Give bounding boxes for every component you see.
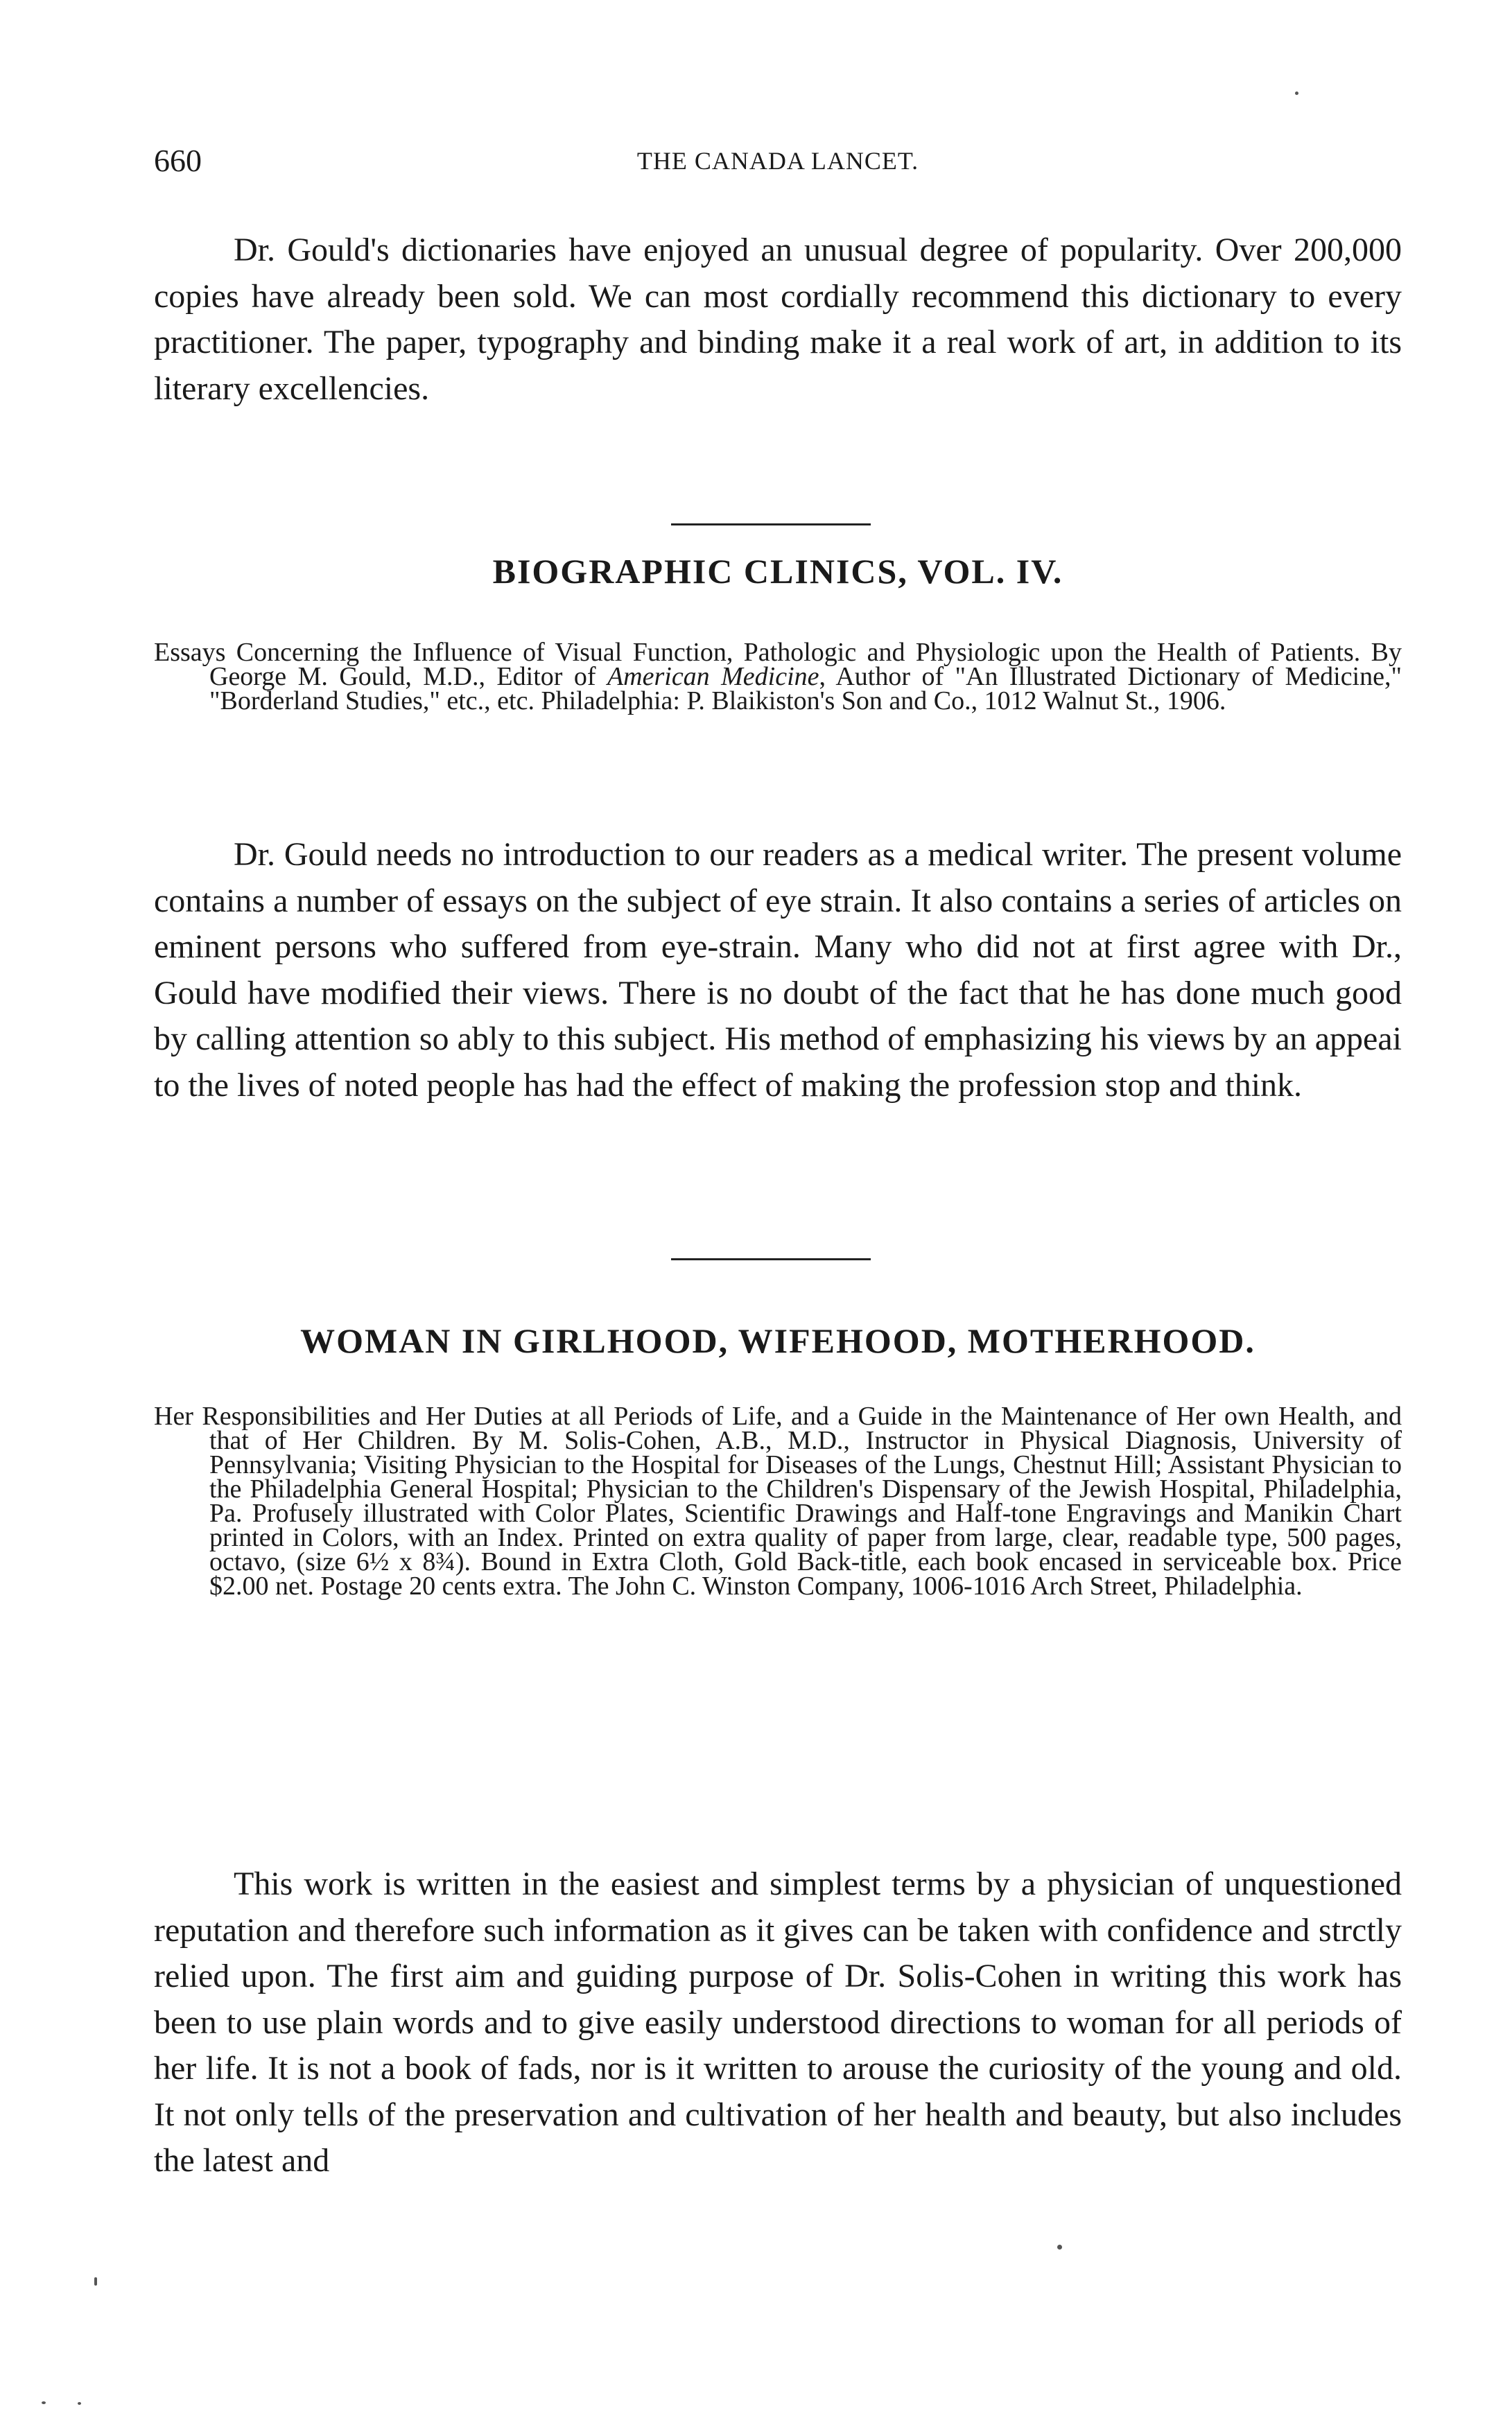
review-paragraph-biographic-clinics: Dr. Gould needs no introduction to our readers as a medical writer. The present volume contains a number of essays on the subject of eye strain. It also contains a series of articles on eminent persons who suffered from eye-strain. Many who did not at first agree with Dr., Gould have modified their views. There is no doubt of the fact that he has done much good by calling attention so ably to this subject. His method of emphasizing his views by an appeai to the lives of noted people has had the effect of making the profession stop and think. (154, 836, 1402, 1104)
citation-biographic-clinics (154, 638, 1402, 715)
page-number: 660 (154, 143, 202, 178)
page-header (154, 142, 1402, 184)
running-head: THE CANADA LANCET. (636, 147, 919, 175)
citation-journal-title: American Medicine (607, 662, 819, 691)
section-divider-2 (671, 1258, 871, 1260)
section-title-woman-in-girlhood: WOMAN IN GIRLHOOD, WIFEHOOD, MOTHERHOOD. (300, 1321, 1255, 1360)
section-divider-1 (671, 523, 871, 525)
citation-woman-in-girlhood: Her Responsibilities and Her Duties at all Periods of Life, and a Guide in the Maintenance of Her own Health, and that of Her Children. By M. Solis-Cohen, A.B., M.D., Instructor in Physical Diagnosis, University of Pennsylvania; Visiting Physician to the Hospital for Diseases of the Lungs, Chestnut Hill; Assistant Physician to the Philadelphia General Hospital; Physician to the Children's Dispensary of the Jewish Hospital, Philadelphia, Pa. Profusely illustrated with Color Plates, Scientific Drawings and Half-tone Engravings and Manikin Chart printed in Colors, with an Index. Printed on extra quality of paper from large, clear, readable type, 500 pages, octavo, (size 6½ x 8¾). Bound in Extra Cloth, Gold Back-title, each book encased in serviceable box. Price $2.00 net. Postage 20 cents extra. The John C. Winston Company, 1006-1016 Arch Street, Philadelphia. (154, 1402, 1402, 1601)
section-title-biographic-clinics: BIOGRAPHIC CLINICS, VOL. IV. (492, 552, 1063, 591)
citation-lead: Essays Concerning the Influence of Visual Function, Pathologic and Physiologic upon the Health of Patients. By George M. Gould, M.D., Editor of (154, 638, 1402, 691)
citation-tail: , Author of "An Illustrated Dictionary of Medicine," "Borderland Studies," etc., etc. Philadelphia: P. Blaikiston's Son and Co., 1012 Walnut St., 1906. (209, 662, 1402, 715)
opening-paragraph: Dr. Gould's dictionaries have enjoyed an unusual degree of popularity. Over 200,000 copies have already been sold. We can most cordially recommend this dictionary to every practitioner. The paper, typography and binding make it a real work of art, in addition to its literary excellencies. (154, 232, 1402, 407)
review-paragraph-woman-in-girlhood: This work is written in the easiest and simplest terms by a physician of unquestioned reputation and therefore such information as it gives can be taken with confidence and strctly relied upon. The first aim and guiding purpose of Dr. Solis-Cohen in writing this work has been to use plain words and to give easily understood directions to woman for all periods of her life. It is not a book of fads, nor is it written to arouse the curiosity of the young and old. It not only tells of the preservation and cultivation of her health and beauty, but also includes the latest and (154, 1865, 1402, 2179)
